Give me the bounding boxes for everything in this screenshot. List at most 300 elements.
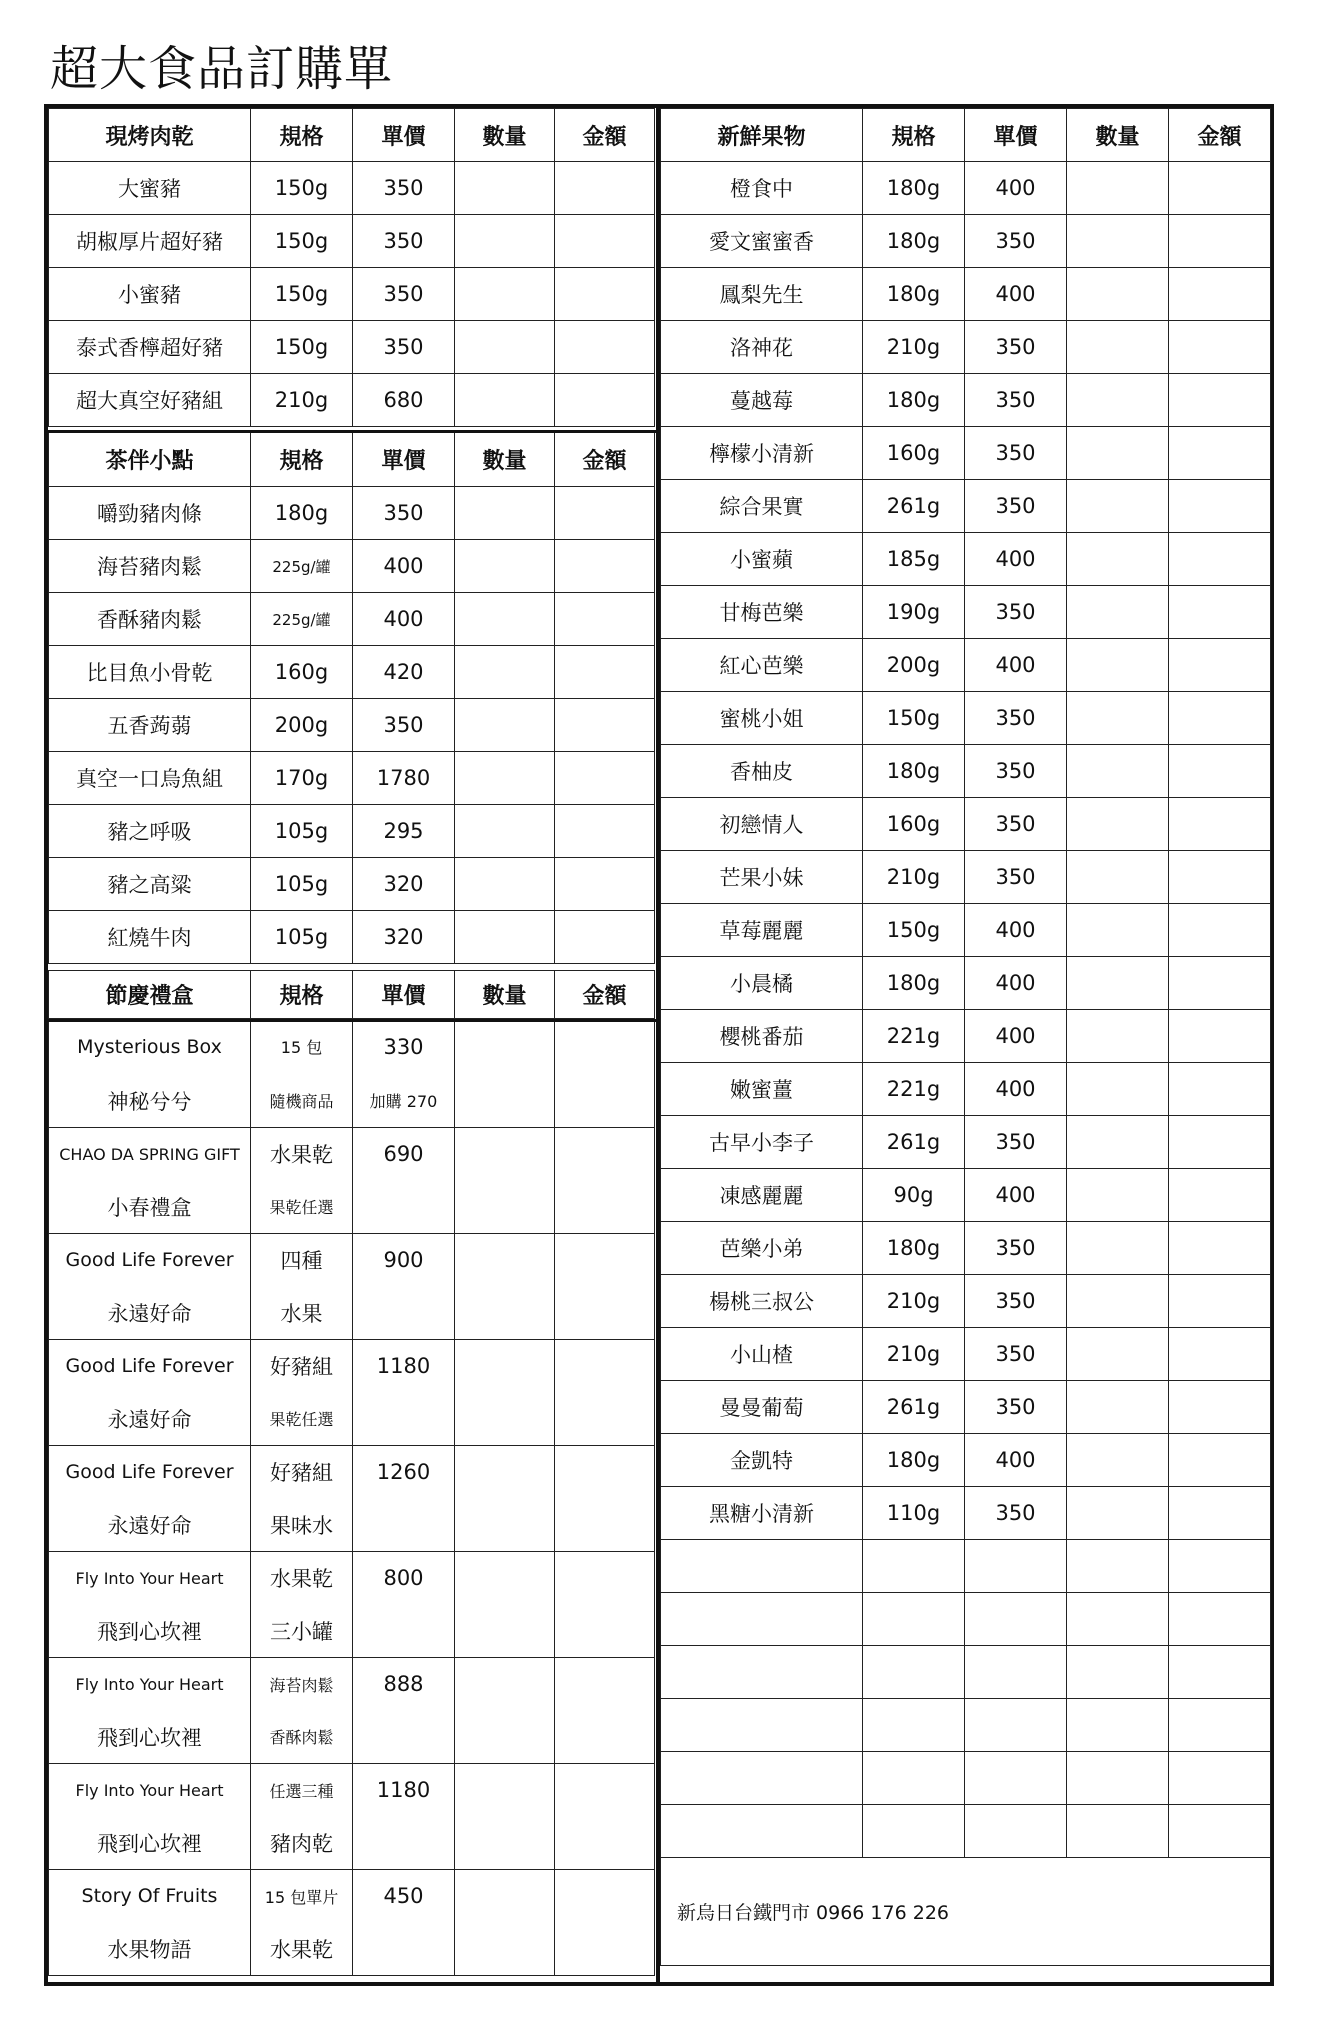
amount-cell[interactable]: [1169, 1222, 1271, 1275]
product-name: 芭樂小弟: [661, 1222, 863, 1275]
product-name: 香柚皮: [661, 745, 863, 798]
product-spec: 180g: [863, 215, 965, 268]
amount-cell[interactable]: [555, 1446, 655, 1552]
product-price: 420: [353, 646, 455, 699]
product-spec: 210g: [863, 1275, 965, 1328]
quantity-cell[interactable]: [455, 1658, 555, 1764]
empty-cell[interactable]: [661, 1540, 863, 1593]
table-row: [661, 745, 1271, 798]
amount-cell[interactable]: [555, 321, 655, 374]
quantity-cell[interactable]: [1067, 1381, 1169, 1434]
quantity-cell[interactable]: [1067, 162, 1169, 215]
product-price: 400: [965, 162, 1067, 215]
quantity-cell[interactable]: [1067, 745, 1169, 798]
product-spec: 180g: [863, 1434, 965, 1487]
amount-cell[interactable]: [555, 1019, 655, 1128]
amount-cell[interactable]: [1169, 1487, 1271, 1540]
amount-cell[interactable]: [1169, 1010, 1271, 1063]
table-row: [661, 1222, 1271, 1275]
empty-cell[interactable]: [863, 1646, 965, 1699]
quantity-cell[interactable]: [1067, 1010, 1169, 1063]
product-name: 海苔豬肉鬆: [49, 540, 251, 593]
product-spec: 190g: [863, 586, 965, 639]
table-row: [49, 268, 655, 321]
product-spec: 221g: [863, 1010, 965, 1063]
product-price: 350: [965, 1275, 1067, 1328]
gifts-table: [48, 970, 655, 1976]
quantity-cell[interactable]: [1067, 215, 1169, 268]
product-name: 金凱特: [661, 1434, 863, 1487]
table-row: [661, 1275, 1271, 1328]
product-price: 350: [965, 321, 1067, 374]
amount-cell[interactable]: [1169, 1328, 1271, 1381]
amount-cell[interactable]: [1169, 957, 1271, 1010]
amount-cell[interactable]: [555, 1234, 655, 1340]
quantity-cell[interactable]: [1067, 1434, 1169, 1487]
table-row: [49, 215, 655, 268]
gift-price-note: [353, 1817, 455, 1870]
table-row: [661, 957, 1271, 1010]
gift-price: 1260: [353, 1446, 455, 1499]
amount-cell[interactable]: [555, 487, 655, 540]
table-header-row: [49, 433, 655, 487]
gift-price-note: [353, 1499, 455, 1552]
gift-name-en: Good Life Forever: [49, 1234, 251, 1287]
product-spec: 110g: [863, 1487, 965, 1540]
quantity-cell[interactable]: [1067, 904, 1169, 957]
amount-cell[interactable]: [1169, 480, 1271, 533]
product-name: 凍感麗麗: [661, 1169, 863, 1222]
empty-cell[interactable]: [1067, 1540, 1169, 1593]
table-row: [661, 851, 1271, 904]
amount-cell[interactable]: [1169, 162, 1271, 215]
amount-cell[interactable]: [555, 268, 655, 321]
product-name: 鳳梨先生: [661, 268, 863, 321]
spec-header: 規格: [251, 433, 353, 487]
gift-row-top: [49, 1128, 655, 1181]
table-header-row: [49, 971, 655, 1019]
product-name: 嫩蜜薑: [661, 1063, 863, 1116]
amount-cell[interactable]: [1169, 586, 1271, 639]
gift-spec: 四種: [251, 1234, 353, 1287]
gift-price-note: 加購 270: [353, 1075, 455, 1128]
empty-cell[interactable]: [863, 1805, 965, 1858]
amount-cell[interactable]: [1169, 798, 1271, 851]
gift-price-note: [353, 1605, 455, 1658]
product-name: 蜜桃小姐: [661, 692, 863, 745]
quantity-cell[interactable]: [1067, 1328, 1169, 1381]
product-spec: 200g: [863, 639, 965, 692]
product-spec: 261g: [863, 1116, 965, 1169]
gift-spec-detail: 果味水: [251, 1499, 353, 1552]
amount-header: 金額: [555, 433, 655, 487]
empty-cell[interactable]: [661, 1593, 863, 1646]
product-spec: 210g: [251, 374, 353, 427]
amount-cell[interactable]: [1169, 904, 1271, 957]
quantity-cell[interactable]: [455, 540, 555, 593]
gift-price-note: [353, 1181, 455, 1234]
table-row: [661, 1116, 1271, 1169]
product-spec: 180g: [863, 957, 965, 1010]
quantity-cell[interactable]: [455, 911, 555, 964]
table-row: [49, 752, 655, 805]
empty-cell[interactable]: [863, 1699, 965, 1752]
empty-cell[interactable]: [661, 1805, 863, 1858]
amount-cell[interactable]: [1169, 268, 1271, 321]
product-price: 1780: [353, 752, 455, 805]
table-header-row: [661, 109, 1271, 162]
amount-cell[interactable]: [555, 911, 655, 964]
product-price: 350: [965, 1381, 1067, 1434]
product-name: 蔓越莓: [661, 374, 863, 427]
amount-cell[interactable]: [1169, 1275, 1271, 1328]
amount-cell[interactable]: [1169, 1434, 1271, 1487]
empty-cell[interactable]: [965, 1646, 1067, 1699]
amount-cell[interactable]: [555, 1340, 655, 1446]
gift-price-note: [353, 1287, 455, 1340]
empty-cell[interactable]: [1067, 1646, 1169, 1699]
amount-cell[interactable]: [555, 752, 655, 805]
gift-row-top: [49, 1446, 655, 1499]
product-price: 400: [353, 540, 455, 593]
product-spec: 180g: [251, 487, 353, 540]
quantity-cell[interactable]: [455, 215, 555, 268]
gift-name-zh: 永遠好命: [49, 1393, 251, 1446]
quantity-cell[interactable]: [1067, 692, 1169, 745]
quantity-cell[interactable]: [1067, 1487, 1169, 1540]
category-header: 新鮮果物: [661, 109, 863, 162]
amount-cell[interactable]: [555, 374, 655, 427]
empty-row: [661, 1699, 1271, 1752]
price-header: 單價: [353, 433, 455, 487]
quantity-cell[interactable]: [455, 1870, 555, 1976]
amount-cell[interactable]: [1169, 215, 1271, 268]
amount-cell[interactable]: [1169, 1063, 1271, 1116]
amount-cell[interactable]: [555, 215, 655, 268]
price-header: 單價: [353, 971, 455, 1019]
gift-spec: 水果乾: [251, 1128, 353, 1181]
product-spec: 90g: [863, 1169, 965, 1222]
quantity-cell[interactable]: [1067, 1275, 1169, 1328]
product-spec: 210g: [863, 321, 965, 374]
quantity-cell[interactable]: [1067, 586, 1169, 639]
product-name: 檸檬小清新: [661, 427, 863, 480]
product-spec: 225g/罐: [251, 593, 353, 646]
spec-header: 規格: [863, 109, 965, 162]
product-name: 橙食中: [661, 162, 863, 215]
amount-cell[interactable]: [555, 593, 655, 646]
quantity-cell[interactable]: [455, 699, 555, 752]
product-spec: 185g: [863, 533, 965, 586]
quantity-cell[interactable]: [1067, 533, 1169, 586]
product-name: 泰式香檸超好豬: [49, 321, 251, 374]
product-name: 甘梅芭樂: [661, 586, 863, 639]
amount-cell[interactable]: [555, 1128, 655, 1234]
amount-cell[interactable]: [1169, 374, 1271, 427]
quantity-cell[interactable]: [455, 593, 555, 646]
product-spec: 160g: [863, 427, 965, 480]
empty-cell[interactable]: [965, 1752, 1067, 1805]
table-row: [661, 1381, 1271, 1434]
quantity-cell[interactable]: [455, 805, 555, 858]
empty-cell[interactable]: [661, 1752, 863, 1805]
amount-cell[interactable]: [1169, 692, 1271, 745]
product-name: 小蜜豬: [49, 268, 251, 321]
product-name: 芒果小妹: [661, 851, 863, 904]
product-spec: 180g: [863, 162, 965, 215]
quantity-cell[interactable]: [1067, 798, 1169, 851]
quantity-cell[interactable]: [455, 487, 555, 540]
empty-cell[interactable]: [661, 1646, 863, 1699]
product-spec: 180g: [863, 268, 965, 321]
gift-price-note: [353, 1923, 455, 1976]
product-price: 350: [965, 586, 1067, 639]
quantity-cell[interactable]: [455, 162, 555, 215]
product-price: 680: [353, 374, 455, 427]
product-spec: 150g: [251, 162, 353, 215]
product-name: 黑糖小清新: [661, 1487, 863, 1540]
table-row: [661, 268, 1271, 321]
store-row: [661, 1858, 1271, 1966]
empty-cell[interactable]: [863, 1540, 965, 1593]
product-price: 400: [965, 904, 1067, 957]
quantity-cell[interactable]: [455, 268, 555, 321]
table-row: [49, 540, 655, 593]
table-row: [49, 858, 655, 911]
table-row: [49, 487, 655, 540]
empty-cell[interactable]: [965, 1699, 1067, 1752]
amount-cell[interactable]: [1169, 745, 1271, 798]
product-name: 胡椒厚片超好豬: [49, 215, 251, 268]
empty-cell[interactable]: [1169, 1646, 1271, 1699]
amount-cell[interactable]: [555, 1870, 655, 1976]
empty-row: [661, 1540, 1271, 1593]
gift-name-en: Good Life Forever: [49, 1340, 251, 1393]
gift-spec-detail: 水果: [251, 1287, 353, 1340]
spec-header: 規格: [251, 971, 353, 1019]
product-name: 大蜜豬: [49, 162, 251, 215]
empty-cell[interactable]: [1169, 1540, 1271, 1593]
product-price: 400: [965, 1434, 1067, 1487]
product-price: 400: [965, 1063, 1067, 1116]
product-price: 350: [965, 215, 1067, 268]
product-price: 400: [965, 639, 1067, 692]
quantity-cell[interactable]: [1067, 1063, 1169, 1116]
product-name: 紅燒牛肉: [49, 911, 251, 964]
gift-price: 450: [353, 1870, 455, 1923]
product-price: 350: [965, 1222, 1067, 1275]
product-price: 400: [965, 1169, 1067, 1222]
quantity-cell[interactable]: [455, 1764, 555, 1870]
gift-row-top: [49, 1658, 655, 1711]
quantity-cell[interactable]: [1067, 639, 1169, 692]
gift-name-en: CHAO DA SPRING GIFT: [49, 1128, 251, 1181]
table-row: [661, 692, 1271, 745]
product-price: 400: [965, 533, 1067, 586]
quantity-cell[interactable]: [1067, 480, 1169, 533]
quantity-cell[interactable]: [455, 1340, 555, 1446]
product-price: 350: [965, 745, 1067, 798]
gift-row-top: [49, 1552, 655, 1605]
table-row: [661, 904, 1271, 957]
gift-name-en: Story Of Fruits: [49, 1870, 251, 1923]
gift-spec-detail: 水果乾: [251, 1923, 353, 1976]
empty-cell[interactable]: [1067, 1805, 1169, 1858]
empty-cell[interactable]: [863, 1752, 965, 1805]
table-row: [661, 586, 1271, 639]
product-price: 320: [353, 858, 455, 911]
quantity-cell[interactable]: [455, 858, 555, 911]
product-spec: 200g: [251, 699, 353, 752]
table-row: [49, 911, 655, 964]
product-name: 楊桃三叔公: [661, 1275, 863, 1328]
quantity-cell[interactable]: [455, 374, 555, 427]
table-row: [661, 162, 1271, 215]
quantity-cell[interactable]: [1067, 1116, 1169, 1169]
amount-cell[interactable]: [1169, 1169, 1271, 1222]
gift-name-zh: 神秘兮兮: [49, 1075, 251, 1128]
gift-name-zh: 永遠好命: [49, 1287, 251, 1340]
amount-cell[interactable]: [1169, 533, 1271, 586]
quantity-cell[interactable]: [1067, 427, 1169, 480]
amount-cell[interactable]: [555, 1764, 655, 1870]
qty-header: 數量: [455, 971, 555, 1019]
gift-spec-detail: 果乾任選: [251, 1393, 353, 1446]
section-divider-gifts: [48, 1019, 656, 1022]
product-spec: 261g: [863, 480, 965, 533]
product-price: 350: [965, 1116, 1067, 1169]
quantity-cell[interactable]: [455, 1234, 555, 1340]
gift-spec-detail: 果乾任選: [251, 1181, 353, 1234]
empty-cell[interactable]: [965, 1540, 1067, 1593]
product-name: 曼曼葡萄: [661, 1381, 863, 1434]
quantity-cell[interactable]: [1067, 321, 1169, 374]
quantity-cell[interactable]: [1067, 851, 1169, 904]
amount-cell[interactable]: [555, 858, 655, 911]
quantity-cell[interactable]: [455, 1019, 555, 1128]
gift-spec-detail: 香酥肉鬆: [251, 1711, 353, 1764]
product-spec: 105g: [251, 911, 353, 964]
gift-spec: 好豬組: [251, 1340, 353, 1393]
quantity-cell[interactable]: [1067, 1169, 1169, 1222]
spec-header: 規格: [251, 109, 353, 162]
amount-cell[interactable]: [1169, 321, 1271, 374]
empty-cell[interactable]: [1067, 1699, 1169, 1752]
gift-name-zh: 水果物語: [49, 1923, 251, 1976]
product-price: 350: [353, 699, 455, 752]
empty-cell[interactable]: [1169, 1752, 1271, 1805]
quantity-cell[interactable]: [455, 1446, 555, 1552]
amount-cell[interactable]: [1169, 427, 1271, 480]
section-divider-snacks: [48, 430, 656, 433]
column-divider: [656, 108, 660, 1982]
table-row: [49, 805, 655, 858]
amount-cell[interactable]: [1169, 1381, 1271, 1434]
table-header-row: [49, 109, 655, 162]
gift-price: 900: [353, 1234, 455, 1287]
quantity-cell[interactable]: [1067, 1222, 1169, 1275]
empty-cell[interactable]: [965, 1805, 1067, 1858]
gift-price: 330: [353, 1019, 455, 1075]
empty-cell[interactable]: [1067, 1593, 1169, 1646]
empty-row: [661, 1805, 1271, 1858]
amount-cell[interactable]: [555, 1552, 655, 1658]
empty-cell[interactable]: [863, 1593, 965, 1646]
empty-cell[interactable]: [965, 1593, 1067, 1646]
product-price: 320: [353, 911, 455, 964]
quantity-cell[interactable]: [455, 1128, 555, 1234]
gift-name-zh: 飛到心坎裡: [49, 1711, 251, 1764]
amount-cell[interactable]: [1169, 1116, 1271, 1169]
table-row: [661, 215, 1271, 268]
product-name: 初戀情人: [661, 798, 863, 851]
product-name: 真空一口烏魚組: [49, 752, 251, 805]
table-row: [661, 1169, 1271, 1222]
empty-cell[interactable]: [1169, 1805, 1271, 1858]
quantity-cell[interactable]: [455, 321, 555, 374]
product-price: 350: [965, 427, 1067, 480]
product-spec: 210g: [863, 1328, 965, 1381]
quantity-cell[interactable]: [1067, 957, 1169, 1010]
amount-cell[interactable]: [1169, 639, 1271, 692]
gift-name-en: Fly Into Your Heart: [49, 1658, 251, 1711]
product-name: 豬之高粱: [49, 858, 251, 911]
empty-cell[interactable]: [1067, 1752, 1169, 1805]
gift-price: 800: [353, 1552, 455, 1605]
product-price: 400: [353, 593, 455, 646]
amount-cell[interactable]: [555, 699, 655, 752]
gift-spec: 好豬組: [251, 1446, 353, 1499]
amount-cell[interactable]: [555, 646, 655, 699]
empty-cell[interactable]: [1169, 1593, 1271, 1646]
amount-cell[interactable]: [1169, 851, 1271, 904]
amount-cell[interactable]: [555, 1658, 655, 1764]
quantity-cell[interactable]: [1067, 268, 1169, 321]
qty-header: 數量: [1067, 109, 1169, 162]
table-row: [661, 1434, 1271, 1487]
product-price: 350: [965, 480, 1067, 533]
gift-spec: 任選三種: [251, 1764, 353, 1817]
category-header: 茶伴小點: [49, 433, 251, 487]
page-title: 超大食品訂購單: [50, 41, 394, 97]
price-header: 單價: [965, 109, 1067, 162]
table-row: [661, 1063, 1271, 1116]
gift-price: 888: [353, 1658, 455, 1711]
product-price: 350: [353, 215, 455, 268]
product-price: 350: [353, 487, 455, 540]
amount-cell[interactable]: [555, 162, 655, 215]
quantity-cell[interactable]: [1067, 374, 1169, 427]
snacks-table: [48, 432, 655, 964]
empty-cell[interactable]: [1169, 1699, 1271, 1752]
empty-cell[interactable]: [661, 1699, 863, 1752]
gift-price: 690: [353, 1128, 455, 1181]
table-row: [661, 480, 1271, 533]
empty-row: [661, 1646, 1271, 1699]
table-row: [661, 798, 1271, 851]
quantity-cell[interactable]: [455, 752, 555, 805]
gift-spec-detail: 三小罐: [251, 1605, 353, 1658]
gift-spec: 15 包單片: [251, 1870, 353, 1923]
gift-row-top: [49, 1234, 655, 1287]
amount-cell[interactable]: [555, 540, 655, 593]
product-spec: 150g: [251, 268, 353, 321]
table-row: [661, 1487, 1271, 1540]
quantity-cell[interactable]: [455, 646, 555, 699]
quantity-cell[interactable]: [455, 1552, 555, 1658]
amount-cell[interactable]: [555, 805, 655, 858]
table-row: [49, 699, 655, 752]
